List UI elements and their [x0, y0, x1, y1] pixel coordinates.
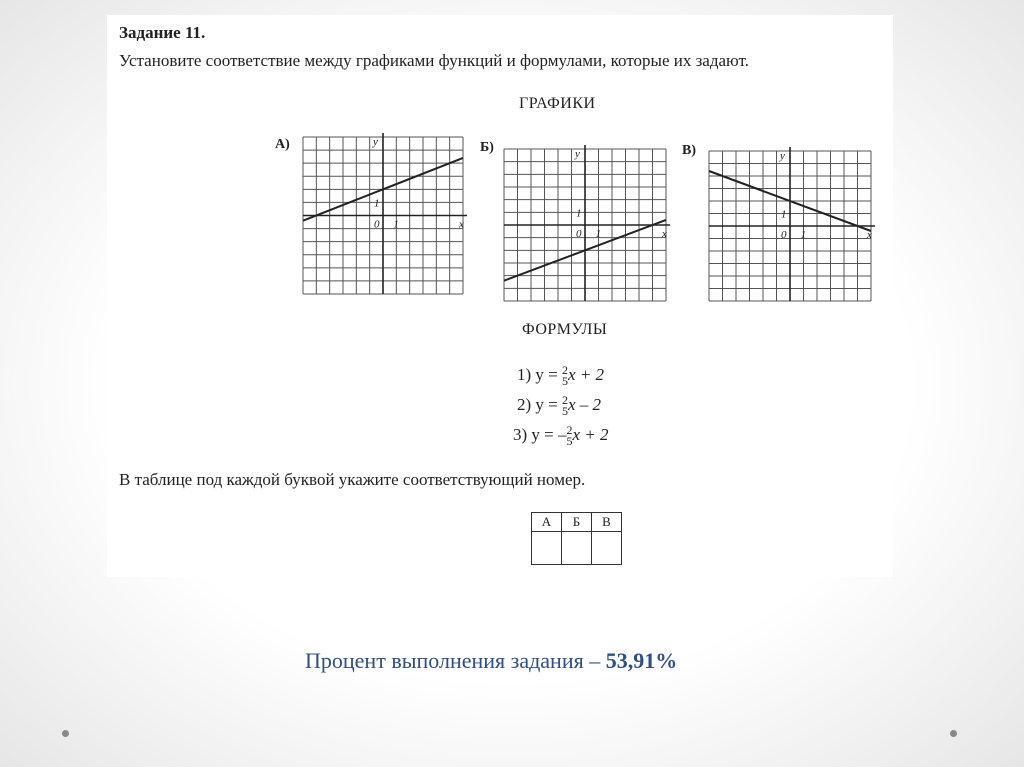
- y-label: y: [373, 136, 378, 148]
- graph-a: [299, 133, 467, 298]
- completion-percent: Процент выполнения задания – 53,91%: [305, 648, 678, 673]
- x-label: x: [867, 229, 872, 241]
- y-label: y: [780, 150, 785, 162]
- formula-2: 2) y = 2 5x – 2: [517, 393, 602, 419]
- decor-dot-left: [62, 730, 69, 737]
- task-title: Задание 11.: [119, 23, 206, 42]
- task-image: [107, 15, 893, 577]
- formulas-heading: ФОРМУЛЫ: [522, 321, 608, 338]
- x-one-label: 1: [595, 228, 601, 240]
- y-one-label: 1: [576, 207, 582, 220]
- graph-label-c: В): [682, 143, 696, 158]
- y-one-label: 1: [781, 208, 787, 221]
- answer-cell-a[interactable]: [532, 532, 562, 565]
- origin-label: 0: [576, 228, 582, 240]
- graph-label-a: А): [275, 137, 290, 152]
- table-instruction: В таблице под каждой буквой укажите соответствующий номер.: [119, 470, 586, 489]
- header-a: А: [532, 513, 562, 532]
- answer-table: [531, 512, 622, 565]
- graph-label-b: Б): [480, 140, 494, 155]
- x-one-label: 1: [800, 229, 806, 241]
- graph-b: [500, 145, 670, 305]
- origin-label: 0: [374, 218, 380, 231]
- task-instruction: Установите соответствие между графиками функций и формулами, которые их задают.: [119, 51, 749, 70]
- origin-label: 0: [781, 229, 787, 241]
- graph-c: [705, 147, 875, 305]
- y-label: y: [575, 148, 580, 160]
- decor-dot-right: [950, 730, 957, 737]
- x-label: x: [459, 218, 464, 231]
- header-c: В: [592, 513, 622, 532]
- header-b: Б: [562, 513, 592, 532]
- x-label: x: [662, 228, 667, 240]
- x-one-label: 1: [393, 218, 399, 231]
- answer-cell-c[interactable]: [592, 532, 622, 565]
- formula-1: 1) y = 2 5x + 2: [517, 363, 605, 389]
- answer-cell-b[interactable]: [562, 532, 592, 565]
- y-one-label: 1: [374, 197, 380, 210]
- formula-3: 3) y = –2 5x + 2: [513, 423, 609, 449]
- graphs-heading: ГРАФИКИ: [519, 95, 596, 112]
